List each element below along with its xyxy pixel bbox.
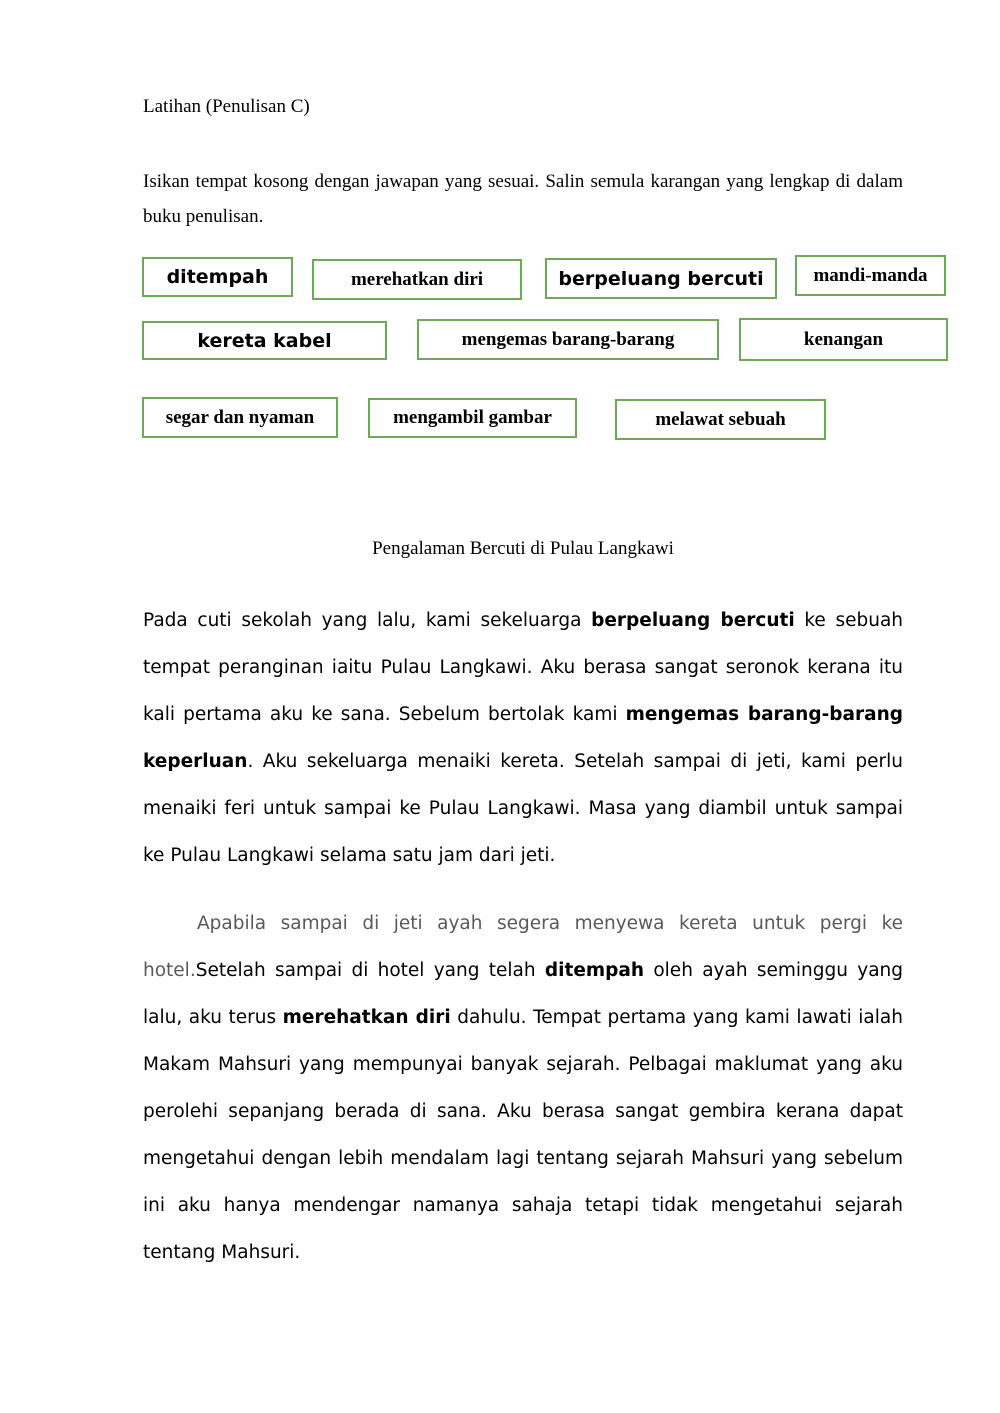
- instruction-text: Isikan tempat kosong dengan jawapan yang sesuai. Salin semula karangan yang lengkap di dalam buku penulisan.: [143, 171, 903, 227]
- word-box-mengemas-barang-barang[interactable]: mengemas barang-barang: [417, 319, 719, 360]
- word-box-ditempah[interactable]: ditempah: [142, 257, 293, 297]
- para2-bold-1: ditempah: [544, 960, 645, 981]
- word-box-berpeluang-bercuti[interactable]: berpeluang bercuti: [545, 258, 777, 299]
- word-box-merehatkan-diri[interactable]: merehatkan diri: [312, 259, 522, 300]
- para1-bold-1: berpeluang bercuti: [591, 610, 795, 631]
- para1-bold-2: mengemas barang-barang keperluan: [143, 704, 904, 772]
- para1-text-3: . Aku sekeluarga menaiki kereta. Setelah sampai di jeti, kami perlu menaiki feri untuk sampai ke Pulau Langkawi. Masa yang diambil untuk sampai ke Pulau Langkawi selama satu jam dari jeti.: [143, 751, 903, 866]
- word-box-segar-dan-nyaman[interactable]: segar dan nyaman: [142, 397, 338, 438]
- para2-text-3: dahulu. Tempat pertama yang kami lawati ialah Makam Mahsuri yang mempunyai banyak sejarah. Pelbagai maklumat yang aku perolehi sepanjang berada di sana. Aku berasa sangat gembira kerana dapat mengetahui dengan lebih mendalam lagi tentang sejarah Mahsuri yang sebelum ini aku hanya mendengar namanya sahaja tetapi tidak mengetahui sejarah tentang Mahsuri.: [143, 1007, 903, 1263]
- word-box-mengambil-gambar[interactable]: mengambil gambar: [368, 398, 577, 438]
- para2-bold-2: merehatkan diri: [282, 1007, 451, 1028]
- story-paragraph-2: [143, 900, 903, 1276]
- para2-text-1: Setelah sampai di hotel yang telah: [195, 960, 545, 981]
- word-box-kereta-kabel[interactable]: kereta kabel: [142, 321, 387, 360]
- para1-text-1: Pada cuti sekolah yang lalu, kami sekeluarga: [143, 610, 592, 631]
- story-paragraph-1: [143, 597, 903, 879]
- word-box-kenangan[interactable]: kenangan: [739, 318, 948, 361]
- story-title: Pengalaman Bercuti di Pulau Langkawi: [372, 538, 674, 559]
- exercise-heading: Latihan (Penulisan C): [143, 96, 310, 117]
- word-box-melawat-sebuah[interactable]: melawat sebuah: [615, 399, 826, 440]
- para1-text-2: ke sebuah tempat peranginan iaitu Pulau Langkawi. Aku berasa sangat seronok kerana itu kali pertama aku ke sana. Sebelum bertolak kami: [143, 610, 904, 725]
- word-box-mandi-manda[interactable]: mandi-manda: [795, 255, 946, 296]
- para2-text-2: oleh ayah seminggu yang lalu, aku terus: [143, 960, 903, 1028]
- para2-grey-text: Apabila sampai di jeti ayah segera menyewa kereta untuk pergi ke hotel.: [143, 913, 903, 981]
